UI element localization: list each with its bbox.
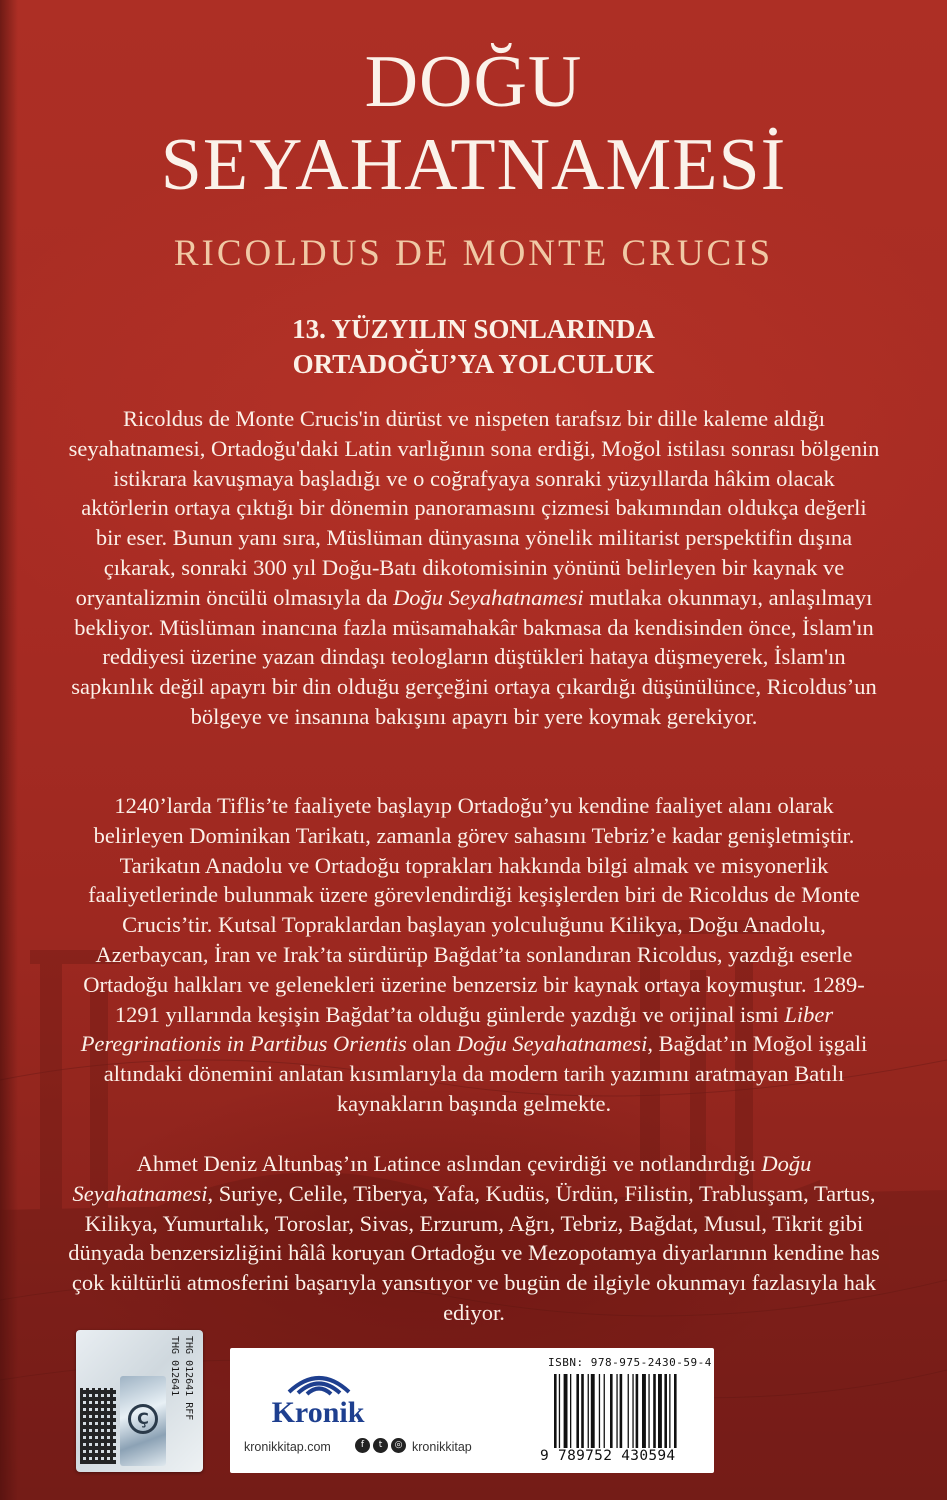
p2-italic-original-title: Liber Peregrinationis in Partibus Orientis <box>80 1001 834 1057</box>
barcode-icon <box>552 1374 708 1448</box>
description-paragraph-3 <box>68 1149 880 1328</box>
qr-code-icon <box>80 1388 116 1464</box>
publisher-name: Kronik <box>271 1396 365 1429</box>
barcode-digits: 9 789752 430594 <box>540 1448 676 1464</box>
sticker-code-b: THG 012641 <box>169 1336 180 1397</box>
social-icons <box>355 1438 406 1453</box>
p2-italic-title: Doğu Seyahatnamesi <box>456 1031 648 1057</box>
security-sticker <box>76 1330 203 1472</box>
title-line-2: SEYAHATNAMESİ <box>160 124 787 206</box>
description-paragraph-2 <box>68 791 880 1119</box>
hologram-mark: Ç <box>128 1404 158 1434</box>
p1-italic-title: Doğu Seyahatnamesi <box>393 584 584 610</box>
p3-text-1: Ahmet Deniz Altunbaş’ın Latince aslından çevirdiği ve notlandırdığı <box>136 1151 756 1176</box>
hologram-icon <box>120 1376 166 1466</box>
p2-text-2: olan <box>412 1031 452 1057</box>
p1-text-1: Ricoldus de Monte Crucis'in dürüst ve nispeten tarafsız bir dille kaleme aldığı seyahatnamesi, Ortadoğu'daki Latin varlığının sona erdiği, Moğol istilası sonrası bölgenin istikrara kavuşmaya başladığı ve o coğrafyaya sonraki yüzyıllarda hâkim olacak aktörlerin ortaya çıktığı bir dönemin panoramasını çizmesi bakımından oldukça değerli bir eser. Bunun yanı sıra, Müslüman dünyasına yönelik militarist perspektifin dışına çıkarak, sonraki 300 yıl Doğu-Batı dikotomisinin yönünü belirleyen bir kaynak ve oryantalizmin öncülü olmasıyla da <box>68 406 880 610</box>
p2-text-3: , Bağdat’ın Moğol işgali altındaki dönemini anlatan kısımlarıyla da modern tarih yazımını aratmayan Batılı kaynakların başında gelmekte. <box>103 1031 868 1116</box>
p2-text-1: 1240’larda Tiflis’te faaliyete başlayıp Ortadoğu’yu kendine faaliyet alanı olarak belirleyen Dominikan Tarikatı, zamanla görev sahasını Tebriz’e kadar genişletmiştir. Tarikatın Anadolu ve Ortadoğu toprakları hakkında bilgi almak ve misyonerlik faaliyetlerinde bulunmak üzere görevlendirdiği keşişlerden biri de Ricoldus de Monte Crucis’tir. Kutsal Topraklardan başlayan yolculuğunu Kilikya, Doğu Anadolu, Azerbaycan, İran ve Irak’ta sürdürüp Bağdat’ta sonlandıran Ricoldus, yazdığı eserle Ortadoğu halkları ve gelenekleri üzerine benzersiz bir kaynak ortaya koymuştur. 1289-1291 yıllarında keşişin Bağdat’ta olduğu günlerde yazdığı ve orijinal ismi <box>83 793 865 1027</box>
kronik-logo-icon <box>284 1362 354 1398</box>
instagram-icon: ◎ <box>391 1438 406 1453</box>
sticker-code-a: THG 012641 RFF <box>183 1336 194 1421</box>
publisher-social-handle: kronikkitap <box>412 1440 472 1454</box>
subtitle <box>0 312 947 382</box>
author-name: RICOLDUS DE MONTE CRUCIS <box>173 233 774 274</box>
p3-text-2: , Suriye, Celile, Tiberya, Yafa, Kudüs, Ürdün, Filistin, Trablusşam, Tartus, Kilikya, Yumurtalık, Toroslar, Sivas, Erzurum, Ağrı, Tebriz, Bağdat, Musul, Tikrit gibi dünyada benzersizliğini hâlâ koruyan Ortadoğu ve Mezopotamya diyarlarının kendine has çok kültürlü atmosferini başarıyla yansıtıyor ve bugün de ilgiyle okunmayı fazlasıyla hak ediyor. <box>68 1180 880 1325</box>
title-line-1: DOĞU <box>364 41 583 123</box>
p1-text-2: mutlaka okunmayı, anlaşılmayı bekliyor. Müslüman inancına fazla müsamahakâr bakmasa da kendisinden önce, İslam'ın reddiyesi üzerine yazan dindaşı teologların düştükleri hataya düşmeyerek, İslam'ın sapkınlık değil apayrı bir din olduğu gerçeğini ortaya çıkardığı düşünülünce, Ricoldus’un bölgeye ve insanına bakışını apayrı bir yere koymak gerekiyor. <box>71 584 877 729</box>
twitter-icon: t <box>373 1438 388 1453</box>
isbn-label: ISBN: 978-975-2430-59-4 <box>548 1356 712 1369</box>
subtitle-line-1: 13. YÜZYILIN SONLARINDA <box>292 314 655 344</box>
publisher-website: kronikkitap.com <box>244 1440 331 1454</box>
publisher-box <box>230 1348 714 1473</box>
subtitle-line-2: ORTADOĞU’YA YOLCULUK <box>292 349 655 379</box>
facebook-icon: f <box>355 1438 370 1453</box>
p3-italic-title: Doğu Seyahatnamesi <box>72 1151 812 1206</box>
description-paragraph-1 <box>68 404 880 732</box>
